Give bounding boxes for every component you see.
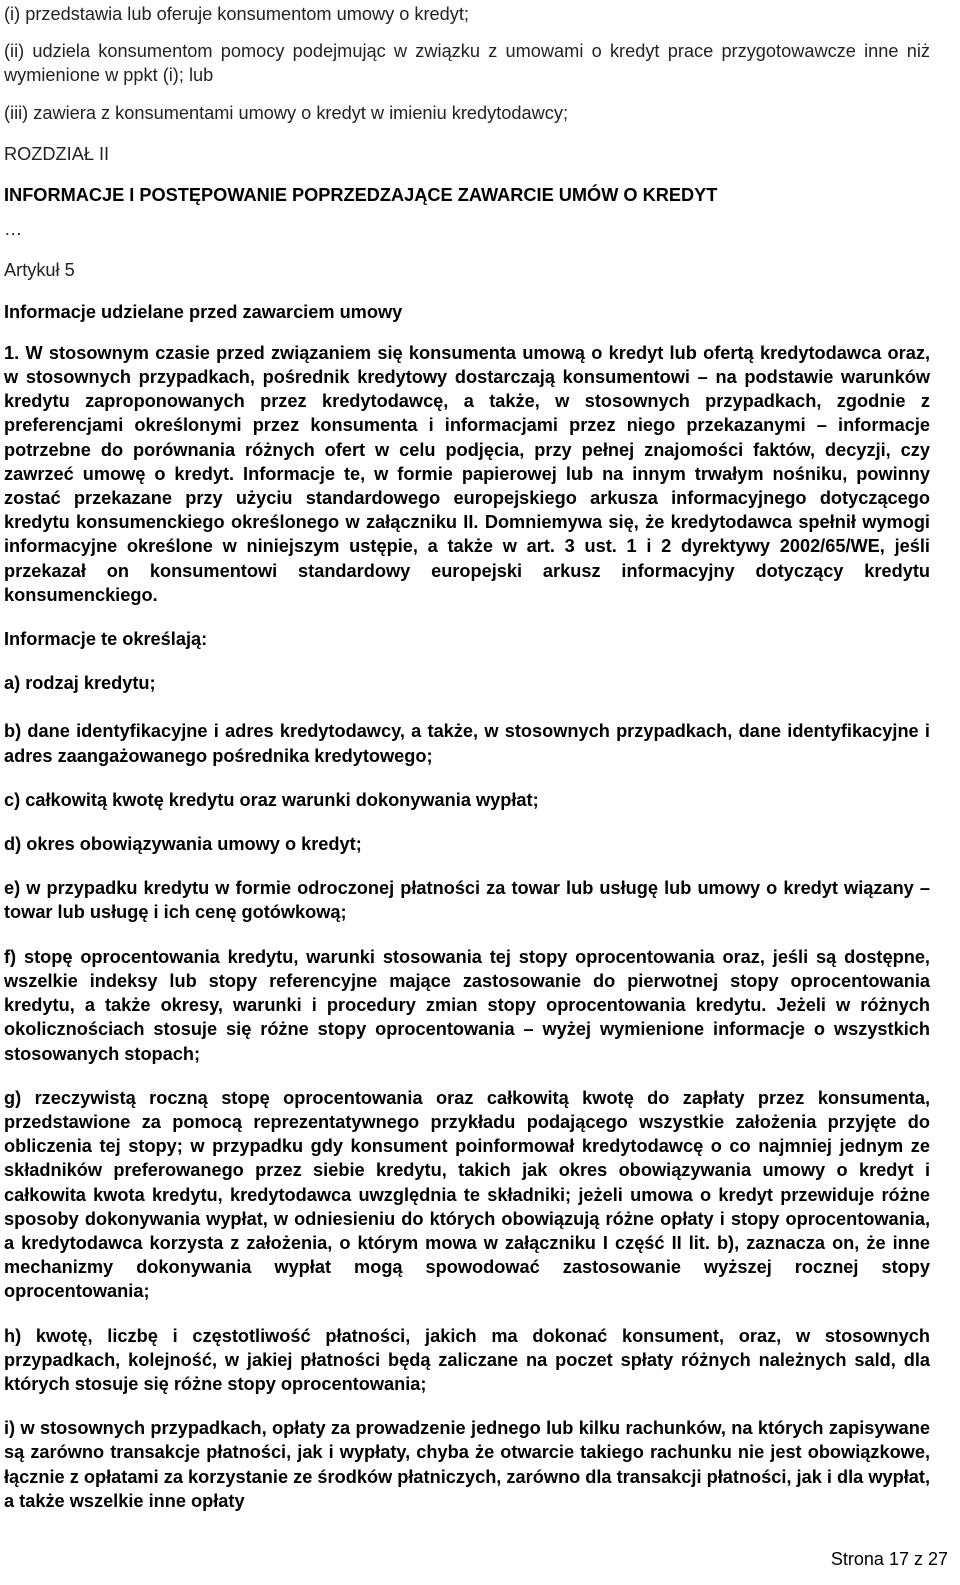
paragraph-1: 1. W stosownym czasie przed związaniem się konsumenta umową o kredyt lub ofertą kredytodawca oraz, w stosownych przypadkach, pośrednik kredytowy dostarczają konsumentowi – na podstawie warunków kredytu zaproponowanych przez kredytodawcę, a także, w stosownych przypadkach, zgodnie z preferencjami określonymi przez konsumenta i informacjami przez niego przekazanymi – informacje potrzebne do porównania różnych ofert w celu podjęcia, przy pełnej znajomości faktów, decyzji, czy zawrzeć umowę o kredyt. Informacje te, w formie papierowej lub na innym trwałym nośniku, powinny zostać przekazane przy użyciu standardowego europejskiego arkusza informacyjnego dotyczącego kredytu konsumenckiego określonego w załączniku II. Domniemywa się, że kredytodawca spełnił wymogi informacyjne określone w niniejszym ustępie, a także w art. 3 ust. 1 i 2 dyrektywy 2002/65/WE, jeśli przekazał on konsumentowi standardowy europejski arkusz informacyjny dotyczący kredytu konsumenckiego. [4, 342, 930, 605]
list-item-f: f) stopę oprocentowania kredytu, warunki stosowania tej stopy oprocentowania oraz, jeśli są dostępne, wszelkie indeksy lub stopy referencyjne mające zastosowanie do pierwotnej stopy oprocentowania kredytu, a także okresy, warunki i procedury zmian stopy oprocentowania kredytu. Jeżeli w różnych okolicznościach stosuje się różne stopy oprocentowania – wyżej wymienione informacje o wszystkich stosowanych stopach; [4, 946, 930, 1064]
intro-item-ii: (ii) udziela konsumentom pomocy podejmując w związku z umowami o kredyt prace przygotowawcze inne niż wymienione w ppkt (i); lub [4, 41, 930, 86]
list-item-h: h) kwotę, liczbę i częstotliwość płatności, jakich ma dokonać konsument, oraz, w stosownych przypadkach, kolejność, w jakiej płatności będą zaliczane na poczet spłaty różnych należnych sald, dla których stosuje się różne stopy oprocentowania; [4, 1325, 930, 1394]
ellipsis: … [4, 219, 23, 240]
document-page [4, 0, 930, 1513]
intro-item-i: (i) przedstawia lub oferuje konsumentom umowy o kredyt; [4, 4, 469, 24]
article-title: Informacje udzielane przed zawarciem umowy [4, 301, 403, 322]
list-item-b: b) dane identyfikacyjne i adres kredytodawcy, a także, w stosownych przypadkach, dane identyfikacyjne i adres zaangażowanego pośrednika kredytowego; [4, 721, 930, 766]
article-label: Artykuł 5 [4, 260, 75, 281]
list-item-g: g) rzeczywistą roczną stopę oprocentowania oraz całkowitą kwotę do zapłaty przez konsumenta, przedstawione za pomocą reprezentatywnego przykładu podającego wszystkie założenia przyjęte do obliczenia tej stopy; w przypadku gdy konsument poinformował kredytodawcę o co najmniej jednym ze składników preferowanego przez siebie kredytu, takich jak okres obowiązywania umowy o kredyt i całkowita kwota kredytu, kredytodawca uwzględnia te składniki; jeżeli umowa o kredyt przewiduje różne sposoby dokonywania wypłat, w odniesieniu do których obowiązują różne opłaty i stopy oprocentowania, a kredytodawca korzysta z założenia, o którym mowa w załączniku I część II lit. b), zaznacza on, że inne mechanizmy dokonywania wypłat mogą spowodować zastosowanie wyższej rocznej stopy oprocentowania; [4, 1087, 930, 1302]
chapter-label: ROZDZIAŁ II [4, 143, 110, 164]
list-item-i: i) w stosownych przypadkach, opłaty za prowadzenie jednego lub kilku rachunków, na których zapisywane są zarówno transakcje płatności, jak i wypłaty, chyba że otwarcie takiego rachunku nie jest obowiązkowe, łącznie z opłatami za korzystanie ze środków płatniczych, zarówno dla transakcji płatności, jak i dla wypłat, a także wszelkie inne opłaty [4, 1418, 930, 1511]
chapter-title: INFORMACJE I POSTĘPOWANIE POPRZEDZAJĄCE ZAWARCIE UMÓW O KREDYT [4, 185, 718, 206]
list-item-d: d) okres obowiązywania umowy o kredyt; [4, 834, 362, 855]
list-item-e: e) w przypadku kredytu w formie odroczonej płatności za towar lub usługę lub umowy o kredyt wiązany – towar lub usługę i ich cenę gotówkową; [4, 878, 930, 923]
list-item-c: c) całkowitą kwotę kredytu oraz warunki dokonywania wypłat; [4, 789, 539, 810]
list-item-a: a) rodzaj kredytu; [4, 673, 156, 694]
page-number: Strona 17 z 27 [830, 1549, 948, 1569]
info-intro: Informacje te określają: [4, 629, 208, 650]
intro-item-iii: (iii) zawiera z konsumentami umowy o kredyt w imieniu kredytodawcy; [4, 102, 568, 123]
